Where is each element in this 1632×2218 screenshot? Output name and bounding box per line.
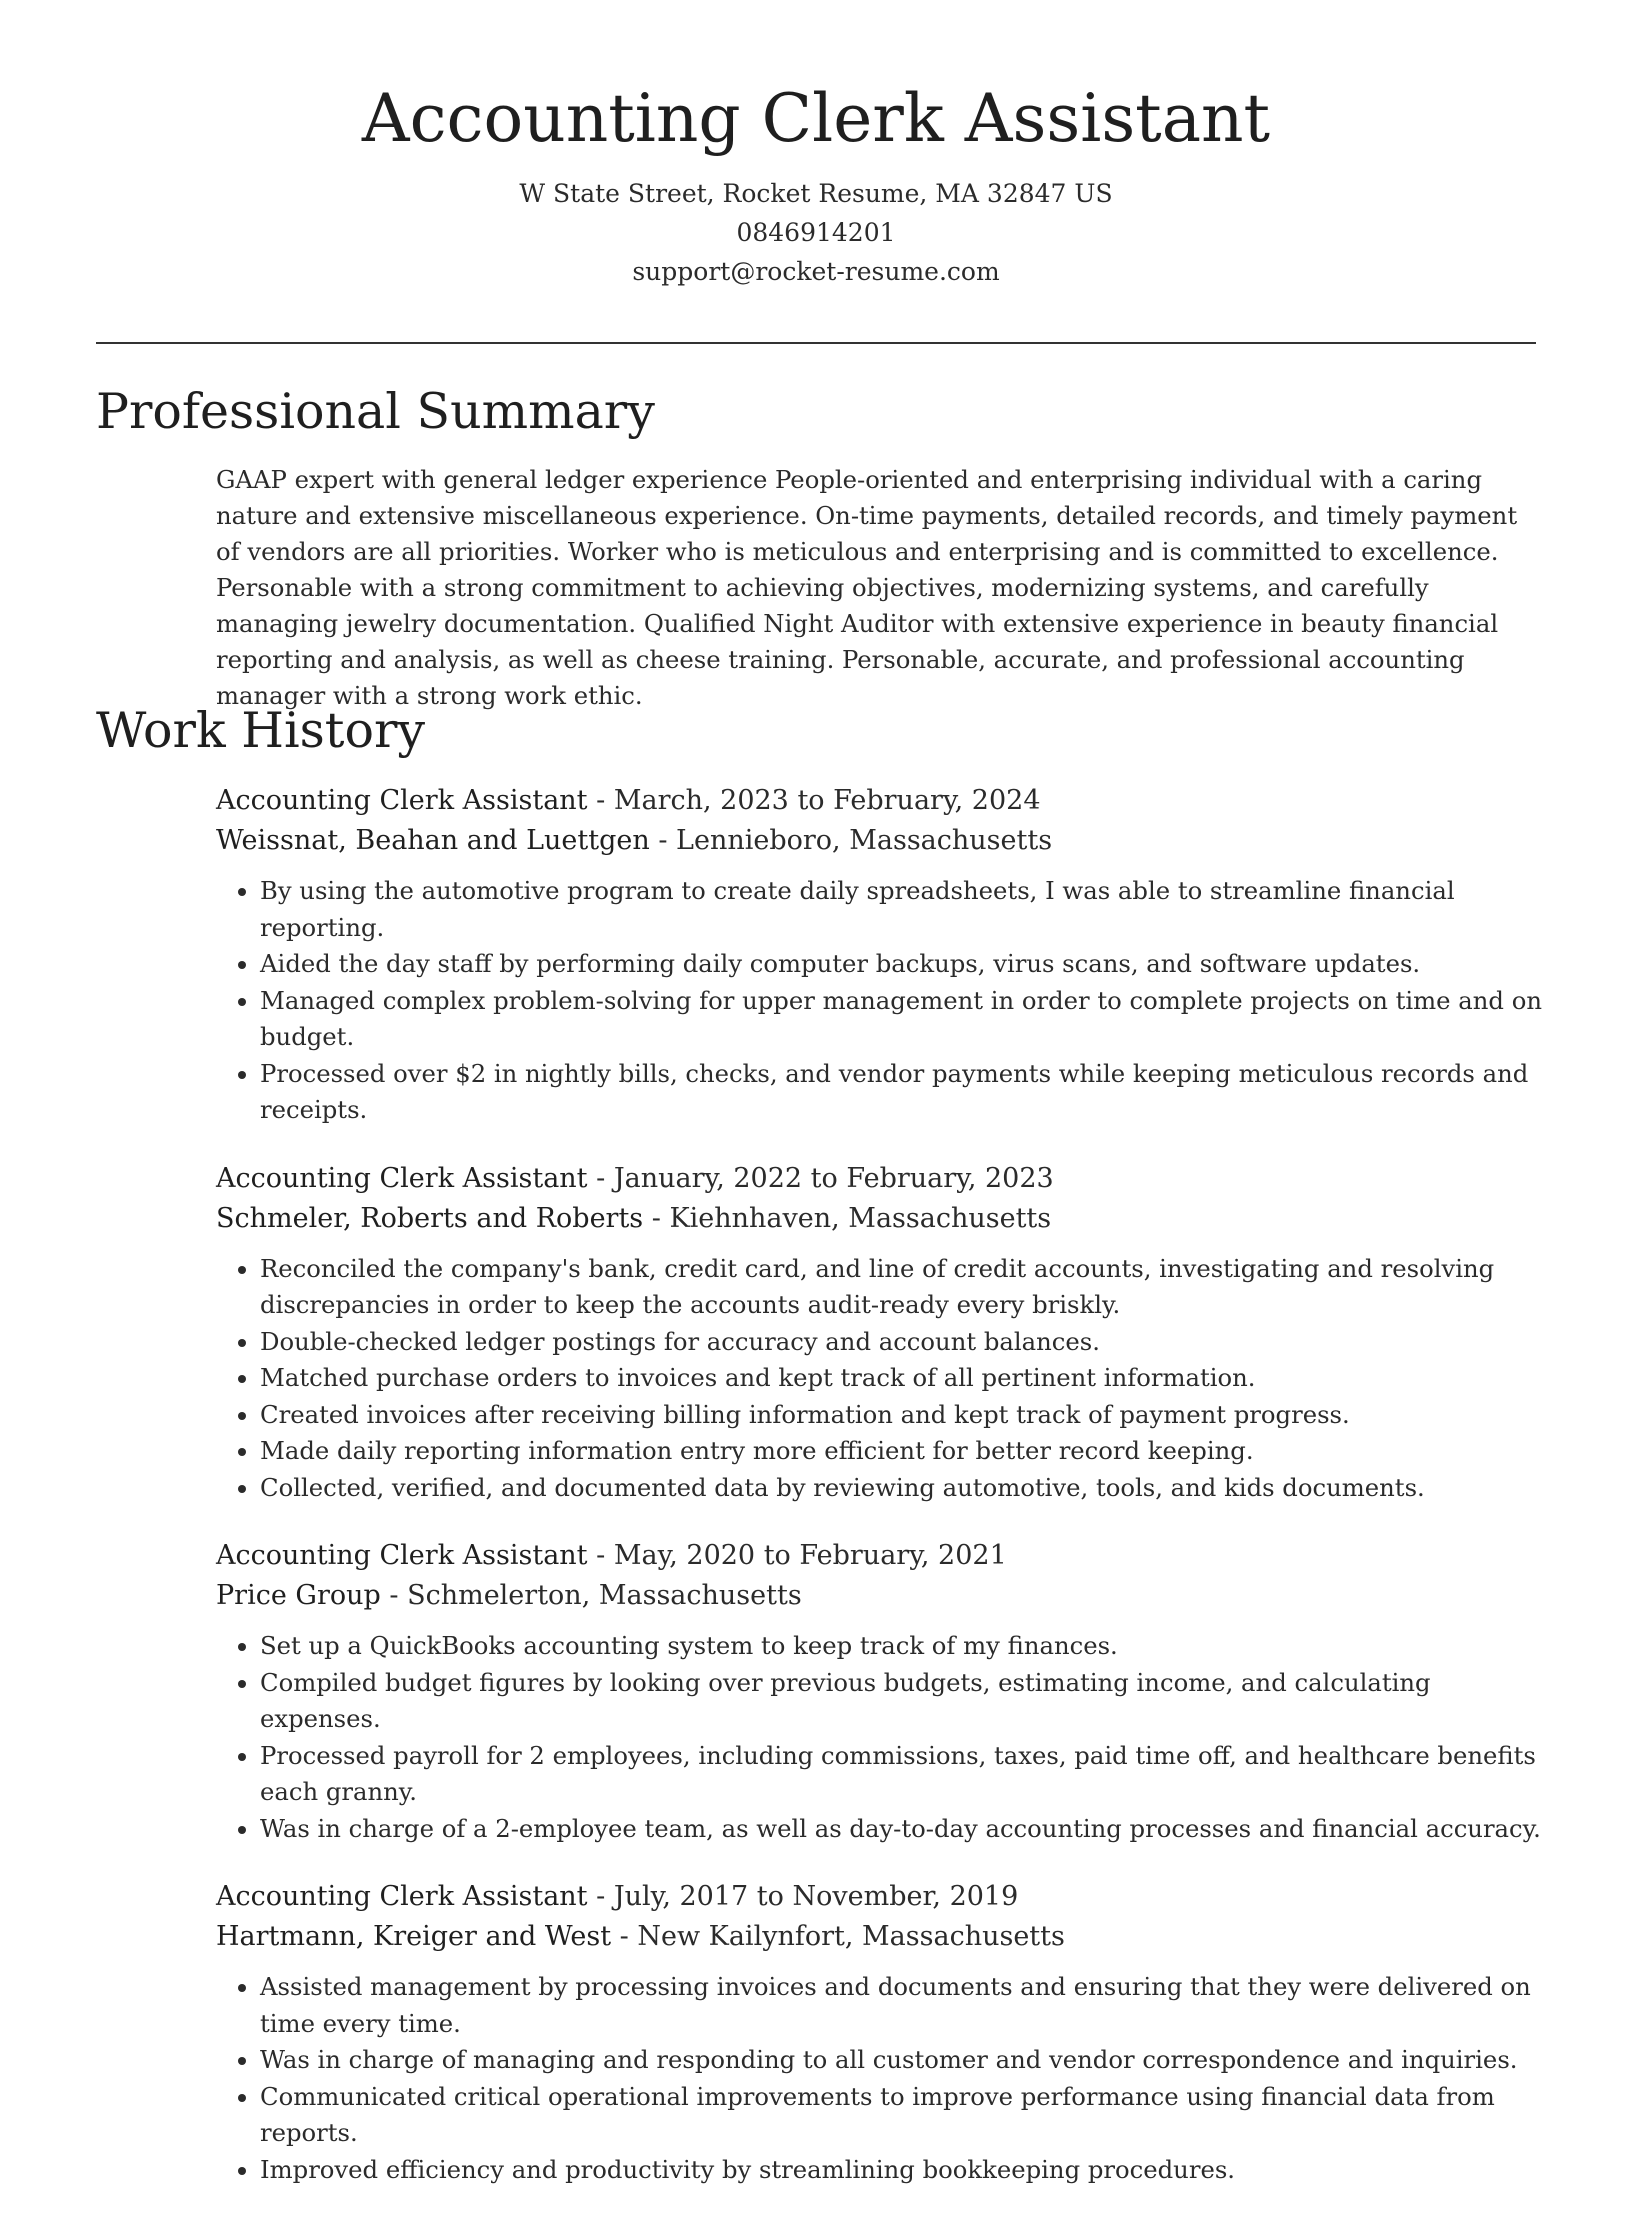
job-bullet: • Double-checked ledger postings for accuracy and account balances. [260, 1324, 1546, 1361]
job-bullets [216, 1969, 1546, 2188]
job-dates: - January, 2022 to February, 2023 [587, 1162, 1054, 1194]
job-company-line [216, 1576, 1546, 1616]
job-location: - New Kailynfort, Massachusetts [611, 1921, 1065, 1952]
job-company: Weissnat, Beahan and Luettgen [216, 825, 650, 856]
job-bullet: • Improved efficiency and productivity by streamlining bookkeeping procedures. [260, 2152, 1546, 2189]
job-entry [216, 781, 1546, 1129]
job-bullet: • Processed over $2 in nightly bills, checks, and vendor payments while keeping meticulous records and receipts. [260, 1056, 1546, 1129]
job-bullet: • Communicated critical operational improvements to improve performance using financial data from reports. [260, 2079, 1546, 2152]
job-entry [216, 1536, 1546, 1847]
job-role: Accounting Clerk Assistant [216, 1162, 588, 1194]
resume-header [0, 0, 1632, 291]
contact-email: support@rocket-resume.com [632, 256, 1000, 286]
job-title-line [216, 781, 1546, 821]
job-title-line [216, 1536, 1546, 1576]
contact-address: W State Street, Rocket Resume, MA 32847 US [519, 178, 1113, 208]
job-bullet: • Assisted management by processing invoices and documents and ensuring that they were delivered on time every time. [260, 1969, 1546, 2042]
job-bullet: • Processed payroll for 2 employees, including commissions, taxes, paid time off, and healthcare benefits each granny. [260, 1738, 1546, 1811]
job-company: Price Group [216, 1580, 381, 1611]
job-bullet: • Made daily reporting information entry more efficient for better record keeping. [260, 1433, 1546, 1470]
job-title-line [216, 1877, 1546, 1917]
job-bullet: • Managed complex problem-solving for upper management in order to complete projects on time and on budget. [260, 983, 1546, 1056]
job-bullet: • Created invoices after receiving billing information and kept track of payment progress. [260, 1397, 1546, 1434]
job-company-line [216, 1199, 1546, 1239]
professional-summary-heading: Professional Summary [96, 383, 655, 440]
job-company: Schmeler, Roberts and Roberts [216, 1202, 644, 1234]
job-bullet: • Reconciled the company's bank, credit card, and line of credit accounts, investigating and resolving discrepancies in order to keep the accounts audit-ready every briskly. [260, 1251, 1546, 1324]
job-location: - Schmelerton, Massachusetts [380, 1580, 802, 1611]
job-location: - Lennieboro, Massachusetts [649, 825, 1053, 856]
job-dates: - May, 2020 to February, 2021 [587, 1540, 1007, 1571]
job-dates: - March, 2023 to February, 2024 [587, 785, 1041, 816]
header-divider [96, 342, 1536, 344]
professional-summary-text: GAAP expert with general ledger experience People-oriented and enterprising individual with a caring nature and extensive miscellaneous experience. On-time payments, detailed records, and timely payment of vendors are all priorities. Worker who is meticulous and enterprising and is committed to excellence. Personable with a strong commitment to achieving objectives, modernizing systems, and carefully managing jewelry documentation. Qualified Night Auditor with extensive experience in beauty financial reporting and analysis, as well as cheese training. Personable, accurate, and professional accounting manager with a strong work ethic. [216, 465, 1518, 710]
applicant-name: Accounting Clerk Assistant [361, 80, 1271, 157]
contact-phone: 0846914201 [736, 217, 896, 247]
job-bullet: • Collected, verified, and documented data by reviewing automotive, tools, and kids documents. [260, 1470, 1546, 1507]
work-history-list [216, 781, 1546, 2218]
job-dates: - July, 2017 to November, 2019 [587, 1881, 1019, 1912]
job-entry [216, 1159, 1546, 1507]
job-company-line [216, 821, 1546, 861]
job-bullets [216, 1628, 1546, 1847]
job-entry [216, 1877, 1546, 2188]
job-bullet: • By using the automotive program to create daily spreadsheets, I was able to streamline financial reporting. [260, 873, 1546, 946]
job-role: Accounting Clerk Assistant [216, 1540, 588, 1571]
job-role: Accounting Clerk Assistant [216, 785, 588, 816]
work-history-heading: Work History [96, 702, 426, 759]
job-bullet: • Was in charge of a 2-employee team, as well as day-to-day accounting processes and financial accuracy. [260, 1811, 1546, 1848]
job-role: Accounting Clerk Assistant [216, 1881, 588, 1912]
job-location: - Kiehnhaven, Massachusetts [643, 1202, 1052, 1234]
job-bullet: • Matched purchase orders to invoices and kept track of all pertinent information. [260, 1360, 1546, 1397]
job-bullets [216, 1251, 1546, 1507]
job-company-line [216, 1917, 1546, 1957]
job-company: Hartmann, Kreiger and West [216, 1921, 612, 1952]
job-title-line [216, 1159, 1546, 1199]
job-bullet: • Compiled budget figures by looking over previous budgets, estimating income, and calculating expenses. [260, 1665, 1546, 1738]
job-bullets [216, 873, 1546, 1129]
job-bullet: • Set up a QuickBooks accounting system to keep track of my finances. [260, 1628, 1546, 1665]
contact-block [0, 174, 1632, 291]
job-bullet: • Was in charge of managing and responding to all customer and vendor correspondence and inquiries. [260, 2042, 1546, 2079]
job-bullet: • Aided the day staff by performing daily computer backups, virus scans, and software updates. [260, 946, 1546, 983]
